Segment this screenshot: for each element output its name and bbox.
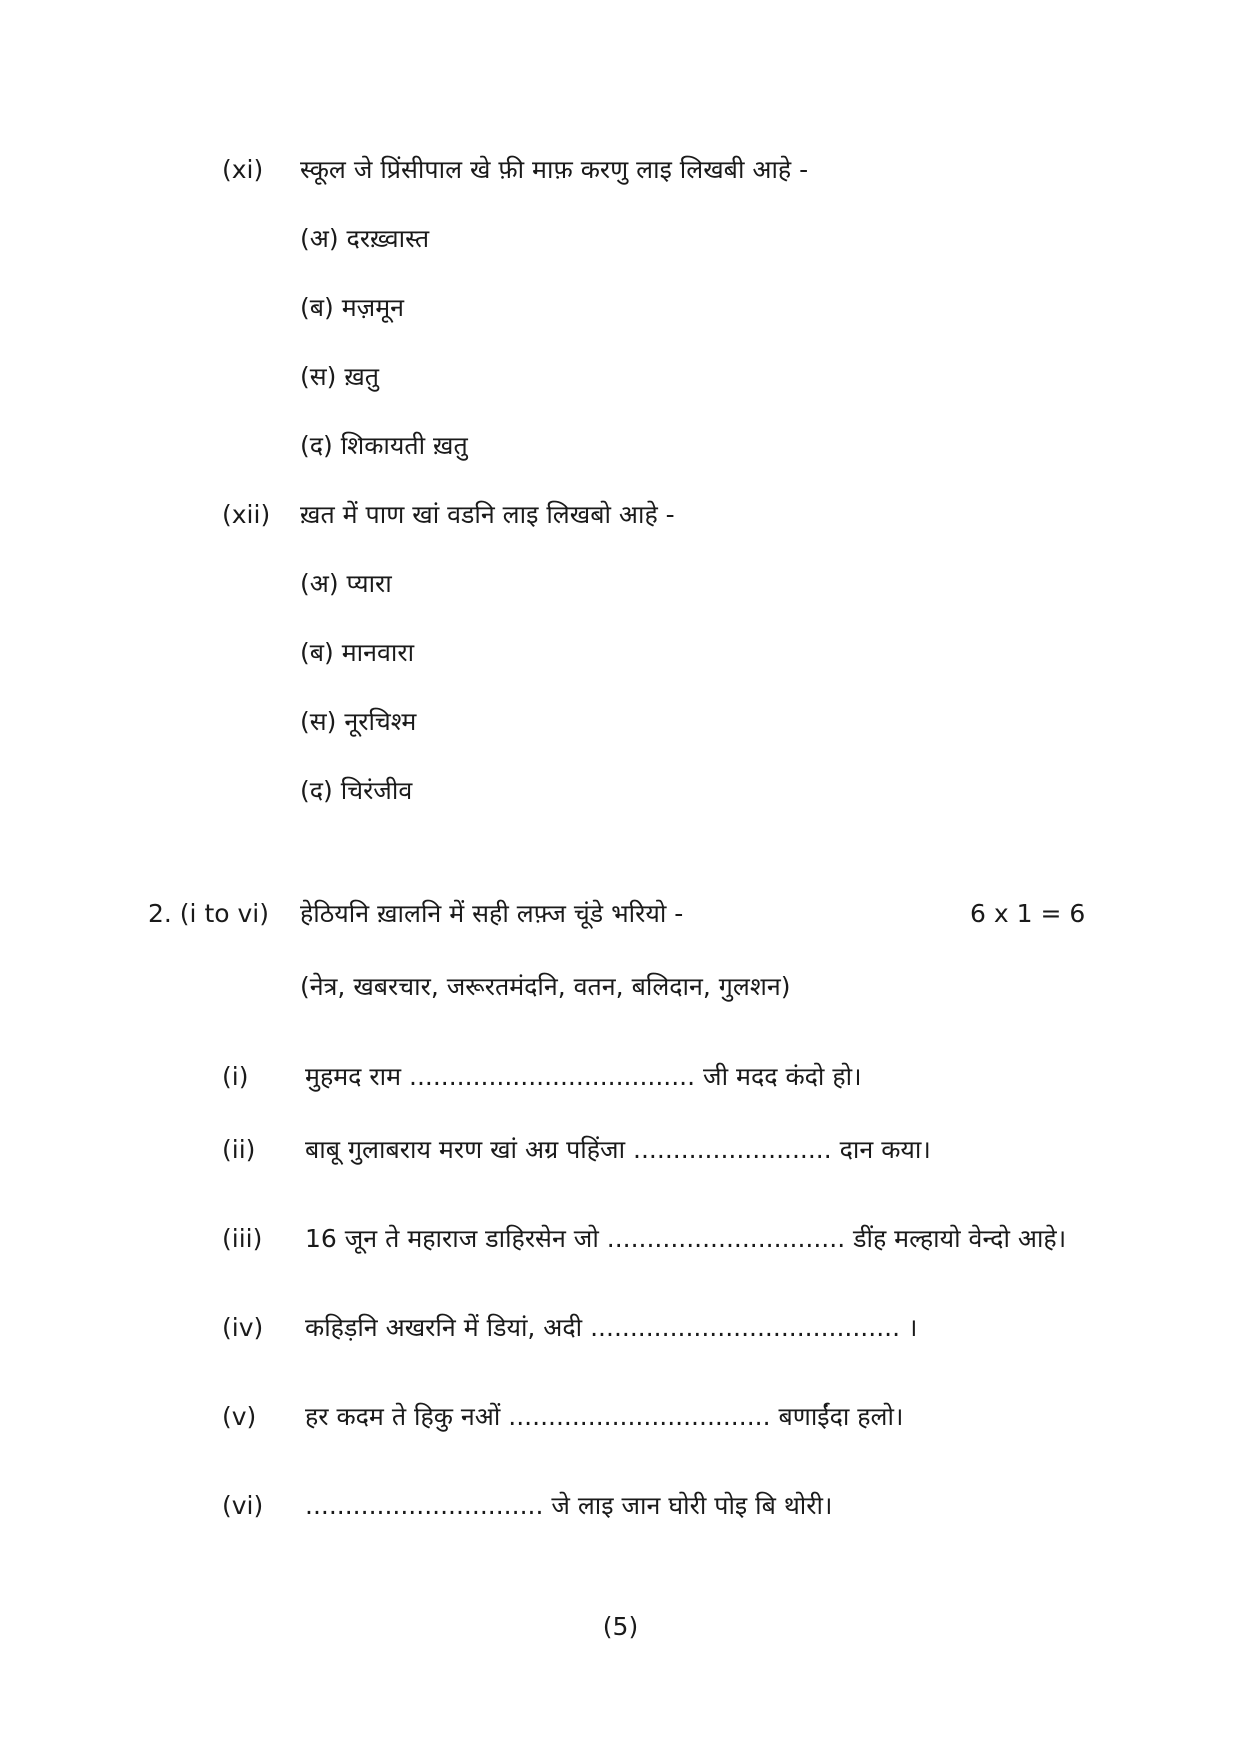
option-c-xii: (स) नूरचिश्म (300, 707, 417, 736)
option-a-xi: (अ) दरख़्वास्त (300, 224, 430, 253)
question-number-2: 2. (i to vi) (148, 899, 269, 928)
question-text-xi: स्कूल जे प्रिंसीपाल खे फ़ी माफ़ करणु लाइ लिखबी आहे - (300, 155, 809, 184)
item-text-iii: 16 जून ते महाराज डाहिरसेन जो .............................. डींह मल्हायो वेन्दो आहे। (305, 1224, 1067, 1253)
item-number-ii: (ii) (222, 1135, 256, 1164)
item-number-i: (i) (222, 1062, 249, 1091)
item-text-v: हर कदम ते हिकु नओं ................................. बणाईंदा हलो। (305, 1402, 904, 1431)
item-text-ii: बाबू गुलाबराय मरण खां अग्र पहिंजा ......................... दान कया। (305, 1135, 931, 1164)
question-number-xi: (xi) (222, 155, 264, 184)
option-b-xii: (ब) मानवारा (300, 638, 415, 667)
item-text-vi: .............................. जे लाइ जान घोरी पोइ बि थोरी। (305, 1491, 833, 1520)
option-b-xi: (ब) मज़मून (300, 293, 405, 322)
question-text-xii: ख़त में पाण खां वडनि लाइ लिखबो आहे - (300, 500, 675, 529)
item-number-iii: (iii) (222, 1224, 263, 1253)
option-c-xi: (स) ख़तु (300, 362, 380, 391)
question-number-xii: (xii) (222, 500, 271, 529)
option-a-xii: (अ) प्यारा (300, 569, 392, 598)
item-text-i: मुहमद राम .................................... जी मदद कंदो हो। (305, 1062, 862, 1091)
item-text-iv: कहिड़नि अखरनि में डियां, अदी ....................................... । (305, 1313, 918, 1342)
page-number: (5) (602, 1612, 639, 1641)
word-bank: (नेत्र, खबरचार, जरूरतमंदनि, वतन, बलिदान, गुलशन) (300, 972, 791, 1001)
option-d-xii: (द) चिरंजीव (300, 776, 413, 805)
option-d-xi: (द) शिकायती ख़तु (300, 431, 468, 460)
item-number-vi: (vi) (222, 1491, 264, 1520)
question-instruction-2: हेठियनि ख़ालनि में सही लफ़्ज चूंडे भरियो - (300, 899, 684, 928)
marks-allocation: 6 x 1 = 6 (970, 899, 1086, 928)
item-number-iv: (iv) (222, 1313, 264, 1342)
item-number-v: (v) (222, 1402, 257, 1431)
